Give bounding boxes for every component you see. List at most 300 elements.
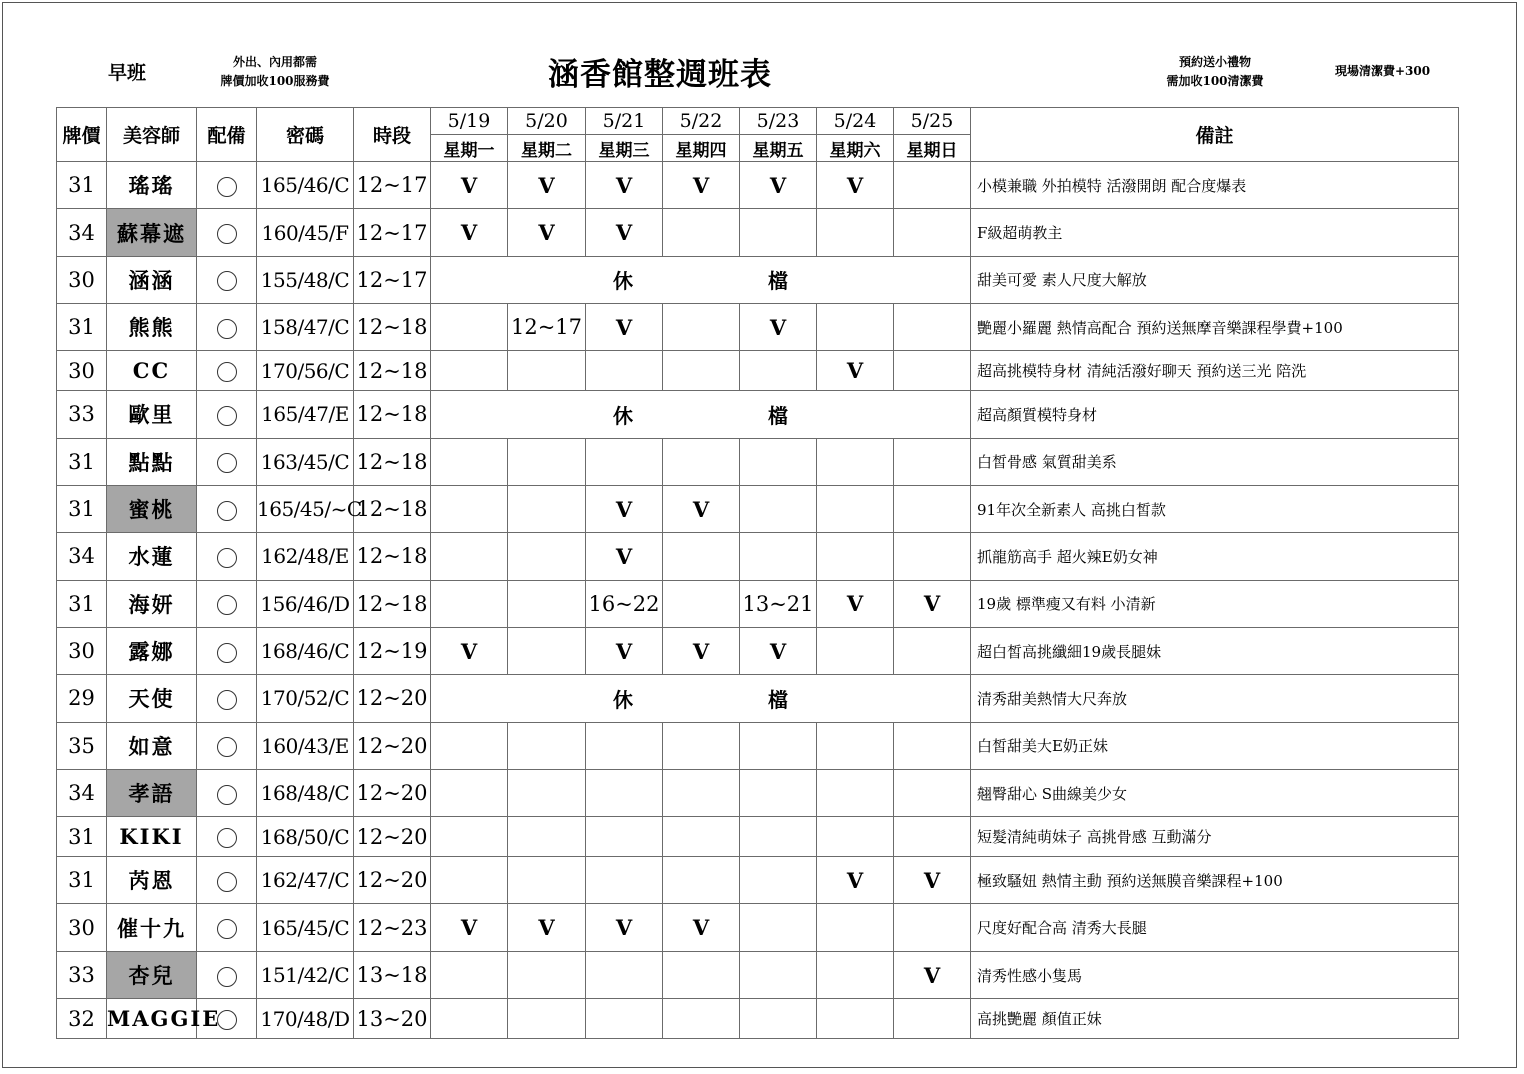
day-cell	[894, 770, 971, 817]
day-cell	[663, 351, 740, 391]
day-cell	[894, 351, 971, 391]
name-cell: 瑤瑤	[107, 162, 197, 209]
name-cell: 催十九	[107, 904, 197, 951]
remark-cell: 超高顏質模特身材	[971, 391, 1459, 438]
circle-icon	[217, 595, 237, 615]
day-cell: V	[431, 209, 508, 256]
equip-cell	[197, 256, 257, 303]
period-cell: 12~23	[354, 904, 431, 951]
equip-cell	[197, 817, 257, 857]
col-header-date: 5/21	[586, 108, 663, 135]
col-header-date: 5/24	[817, 108, 894, 135]
price-cell: 30	[57, 627, 107, 674]
day-cell: V	[894, 951, 971, 998]
password-cell: 151/42/C	[257, 951, 354, 998]
day-cell	[508, 999, 586, 1039]
day-cell	[431, 351, 508, 391]
day-cell	[817, 951, 894, 998]
name-cell: 點點	[107, 438, 197, 485]
service-fee-note	[205, 53, 345, 91]
name-cell: 孝語	[107, 770, 197, 817]
equip-cell	[197, 675, 257, 722]
equip-cell	[197, 391, 257, 438]
day-cell	[663, 533, 740, 580]
table-row	[57, 904, 1459, 951]
period-cell: 12~20	[354, 722, 431, 769]
day-cell	[508, 351, 586, 391]
day-cell	[586, 770, 663, 817]
day-cell	[431, 438, 508, 485]
day-cell	[508, 770, 586, 817]
day-cell: V	[817, 351, 894, 391]
rest-label: 休	[613, 403, 633, 428]
name-cell: 杏兒	[107, 951, 197, 998]
password-cell: 158/47/C	[257, 304, 354, 351]
price-cell: 31	[57, 438, 107, 485]
remark-cell: 白皙骨感 氣質甜美系	[971, 438, 1459, 485]
day-cell	[740, 857, 817, 904]
day-cell	[586, 817, 663, 857]
circle-icon	[217, 872, 237, 892]
day-cell	[894, 627, 971, 674]
schedule-body	[57, 162, 1459, 1039]
remark-cell: 清秀性感小隻馬	[971, 951, 1459, 998]
price-cell: 33	[57, 951, 107, 998]
day-cell: V	[586, 533, 663, 580]
day-cell	[740, 817, 817, 857]
day-cell	[508, 438, 586, 485]
password-cell: 170/56/C	[257, 351, 354, 391]
remark-cell: F級超萌教主	[971, 209, 1459, 256]
price-cell: 30	[57, 351, 107, 391]
password-cell: 162/48/E	[257, 533, 354, 580]
period-cell: 12~20	[354, 675, 431, 722]
day-cell	[431, 857, 508, 904]
gift-note-line1: 預約送小禮物	[1178, 55, 1251, 69]
circle-icon	[217, 224, 237, 244]
table-row	[57, 256, 1459, 303]
price-cell: 31	[57, 304, 107, 351]
day-cell	[740, 999, 817, 1039]
table-row	[57, 951, 1459, 998]
rest-cell	[431, 675, 971, 722]
day-cell: V	[508, 209, 586, 256]
circle-icon	[217, 785, 237, 805]
day-cell	[663, 817, 740, 857]
table-row	[57, 209, 1459, 256]
remark-cell: 小模兼職 外拍模特 活潑開朗 配合度爆表	[971, 162, 1459, 209]
rest-label: 休	[613, 687, 633, 712]
day-cell	[817, 722, 894, 769]
col-header-weekday: 星期日	[894, 135, 971, 162]
col-header-date: 5/20	[508, 108, 586, 135]
day-cell: V	[663, 485, 740, 532]
page-title: 涵香館整週班表	[548, 57, 772, 93]
table-row	[57, 770, 1459, 817]
password-cell: 165/47/E	[257, 391, 354, 438]
circle-icon	[217, 271, 237, 291]
col-header-date: 5/23	[740, 108, 817, 135]
day-cell: V	[431, 162, 508, 209]
remark-cell: 短髮清純萌妹子 高挑骨感 互動滿分	[971, 817, 1459, 857]
price-cell: 30	[57, 904, 107, 951]
circle-icon	[217, 690, 237, 710]
col-header-price: 牌價	[57, 108, 107, 162]
table-row	[57, 580, 1459, 627]
circle-icon	[217, 643, 237, 663]
remark-cell: 翹臀甜心 S曲線美少女	[971, 770, 1459, 817]
circle-icon	[217, 362, 237, 382]
day-cell	[663, 770, 740, 817]
table-row	[57, 304, 1459, 351]
price-cell: 31	[57, 162, 107, 209]
name-cell: 蘇幕遮	[107, 209, 197, 256]
equip-cell	[197, 304, 257, 351]
service-fee-note-line1: 外出、內用都需	[232, 55, 317, 69]
day-cell	[817, 627, 894, 674]
day-cell	[508, 580, 586, 627]
name-cell: 水蓮	[107, 533, 197, 580]
day-cell	[894, 817, 971, 857]
day-cell	[586, 951, 663, 998]
cleaning-fee-note: 現場清潔費+300	[1335, 64, 1431, 78]
day-cell	[508, 817, 586, 857]
price-cell: 30	[57, 256, 107, 303]
day-cell	[586, 438, 663, 485]
day-cell: V	[586, 162, 663, 209]
password-cell: 170/52/C	[257, 675, 354, 722]
price-cell: 31	[57, 857, 107, 904]
price-cell: 31	[57, 580, 107, 627]
day-cell	[817, 209, 894, 256]
table-row	[57, 722, 1459, 769]
col-header-weekday: 星期三	[586, 135, 663, 162]
day-cell	[817, 999, 894, 1039]
col-header-date: 5/25	[894, 108, 971, 135]
day-cell: V	[663, 162, 740, 209]
day-cell: V	[817, 857, 894, 904]
day-cell	[740, 485, 817, 532]
col-header-weekday: 星期五	[740, 135, 817, 162]
circle-icon	[217, 177, 237, 197]
day-cell	[894, 209, 971, 256]
password-cell: 168/50/C	[257, 817, 354, 857]
day-cell	[894, 485, 971, 532]
circle-icon	[217, 737, 237, 757]
day-cell: V	[431, 627, 508, 674]
table-row	[57, 627, 1459, 674]
password-cell: 168/48/C	[257, 770, 354, 817]
day-cell	[431, 722, 508, 769]
period-cell: 12~20	[354, 857, 431, 904]
price-cell: 32	[57, 999, 107, 1039]
password-cell: 163/45/C	[257, 438, 354, 485]
period-cell: 12~18	[354, 438, 431, 485]
day-cell: V	[586, 304, 663, 351]
day-cell: V	[740, 162, 817, 209]
day-cell	[431, 770, 508, 817]
circle-icon	[217, 919, 237, 939]
day-cell	[817, 770, 894, 817]
password-cell: 156/46/D	[257, 580, 354, 627]
gift-note	[1140, 53, 1290, 91]
rest-label: 休	[613, 269, 633, 294]
period-cell: 12~17	[354, 209, 431, 256]
remark-cell: 白皙甜美大E奶正妹	[971, 722, 1459, 769]
service-fee-note-line2: 牌價加收100服務費	[220, 74, 330, 88]
name-cell: 熊熊	[107, 304, 197, 351]
table-row	[57, 533, 1459, 580]
equip-cell	[197, 627, 257, 674]
day-cell	[894, 162, 971, 209]
period-cell: 13~18	[354, 951, 431, 998]
col-header-weekday: 星期六	[817, 135, 894, 162]
day-cell	[740, 722, 817, 769]
day-cell	[663, 209, 740, 256]
remark-cell: 艷麗小羅麗 熱情高配合 預約送無摩音樂課程學費+100	[971, 304, 1459, 351]
day-cell: 12~17	[508, 304, 586, 351]
remark-cell: 極致騷妞 熱情主動 預約送無膜音樂課程+100	[971, 857, 1459, 904]
password-cell: 160/43/E	[257, 722, 354, 769]
period-cell: 12~17	[354, 162, 431, 209]
circle-icon	[217, 967, 237, 987]
equip-cell	[197, 951, 257, 998]
period-cell: 12~18	[354, 391, 431, 438]
equip-cell	[197, 485, 257, 532]
price-cell: 34	[57, 209, 107, 256]
day-cell: V	[586, 209, 663, 256]
day-cell	[894, 304, 971, 351]
price-cell: 33	[57, 391, 107, 438]
col-header-weekday: 星期四	[663, 135, 740, 162]
day-cell	[817, 304, 894, 351]
circle-icon	[217, 548, 237, 568]
day-cell	[663, 857, 740, 904]
day-cell	[508, 951, 586, 998]
circle-icon	[217, 501, 237, 521]
table-row	[57, 351, 1459, 391]
schedule-table	[56, 107, 1459, 1039]
day-cell	[740, 951, 817, 998]
day-cell	[586, 999, 663, 1039]
day-cell	[663, 438, 740, 485]
name-cell: 海妍	[107, 580, 197, 627]
period-cell: 12~19	[354, 627, 431, 674]
circle-icon	[217, 828, 237, 848]
day-cell	[817, 438, 894, 485]
remark-cell: 清秀甜美熱情大尺奔放	[971, 675, 1459, 722]
table-row	[57, 391, 1459, 438]
col-header-name: 美容師	[107, 108, 197, 162]
name-cell: 天使	[107, 675, 197, 722]
day-cell	[894, 438, 971, 485]
day-cell: 16~22	[586, 580, 663, 627]
equip-cell	[197, 722, 257, 769]
table-row	[57, 999, 1459, 1039]
col-header-password: 密碼	[257, 108, 354, 162]
day-cell	[894, 904, 971, 951]
day-cell	[663, 722, 740, 769]
day-cell	[431, 304, 508, 351]
rest-cell	[431, 256, 971, 303]
name-cell: 如意	[107, 722, 197, 769]
day-cell	[817, 817, 894, 857]
password-cell: 165/46/C	[257, 162, 354, 209]
table-row	[57, 485, 1459, 532]
table-row	[57, 857, 1459, 904]
gift-note-line2: 需加收100清潔費	[1166, 74, 1264, 88]
password-cell: 155/48/C	[257, 256, 354, 303]
day-cell	[431, 999, 508, 1039]
rest-label: 檔	[768, 687, 788, 712]
circle-icon	[217, 453, 237, 473]
day-cell	[740, 533, 817, 580]
price-cell: 34	[57, 770, 107, 817]
circle-icon	[217, 406, 237, 426]
header-row-dates	[57, 108, 1459, 135]
password-cell: 160/45/F	[257, 209, 354, 256]
day-cell	[431, 533, 508, 580]
col-header-date: 5/19	[431, 108, 508, 135]
name-cell: 涵涵	[107, 256, 197, 303]
day-cell	[740, 438, 817, 485]
day-cell: V	[586, 904, 663, 951]
remark-cell: 高挑艷麗 顏值正妹	[971, 999, 1459, 1039]
day-cell	[894, 533, 971, 580]
remark-cell: 尺度好配合高 清秀大長腿	[971, 904, 1459, 951]
price-cell: 31	[57, 485, 107, 532]
day-cell: V	[740, 627, 817, 674]
day-cell: 13~21	[740, 580, 817, 627]
day-cell	[431, 817, 508, 857]
day-cell	[508, 627, 586, 674]
day-cell: V	[894, 857, 971, 904]
col-header-remarks: 備註	[971, 108, 1459, 162]
period-cell: 12~18	[354, 580, 431, 627]
col-header-period: 時段	[354, 108, 431, 162]
remark-cell: 91年次全新素人 高挑白皙款	[971, 485, 1459, 532]
day-cell: V	[740, 304, 817, 351]
equip-cell	[197, 438, 257, 485]
period-cell: 13~20	[354, 999, 431, 1039]
table-row	[57, 817, 1459, 857]
remark-cell: 超高挑模特身材 清純活潑好聊天 預約送三光 陪洗	[971, 351, 1459, 391]
equip-cell	[197, 770, 257, 817]
day-cell	[431, 580, 508, 627]
day-cell: V	[586, 485, 663, 532]
equip-cell	[197, 533, 257, 580]
remark-cell: 19歲 標準瘦又有料 小清新	[971, 580, 1459, 627]
name-cell: MAGGIE	[107, 999, 197, 1039]
period-cell: 12~17	[354, 256, 431, 303]
period-cell: 12~18	[354, 485, 431, 532]
period-cell: 12~18	[354, 533, 431, 580]
password-cell: 165/45/C	[257, 904, 354, 951]
day-cell: V	[663, 627, 740, 674]
day-cell	[586, 857, 663, 904]
period-cell: 12~18	[354, 351, 431, 391]
equip-cell	[197, 209, 257, 256]
day-cell	[508, 485, 586, 532]
day-cell	[508, 857, 586, 904]
rest-label: 檔	[768, 403, 788, 428]
equip-cell	[197, 351, 257, 391]
day-cell: V	[817, 580, 894, 627]
day-cell	[508, 533, 586, 580]
name-cell: CC	[107, 351, 197, 391]
day-cell: V	[894, 580, 971, 627]
day-cell	[431, 485, 508, 532]
remark-cell: 抓龍筋高手 超火辣E奶女神	[971, 533, 1459, 580]
day-cell	[431, 951, 508, 998]
remark-cell: 超白皙高挑纖細19歲長腿妹	[971, 627, 1459, 674]
day-cell	[663, 580, 740, 627]
equip-cell	[197, 857, 257, 904]
col-header-weekday: 星期一	[431, 135, 508, 162]
day-cell	[663, 304, 740, 351]
day-cell: V	[431, 904, 508, 951]
name-cell: 歐里	[107, 391, 197, 438]
period-cell: 12~20	[354, 770, 431, 817]
password-cell: 170/48/D	[257, 999, 354, 1039]
equip-cell	[197, 162, 257, 209]
password-cell: 165/45/~C	[257, 485, 354, 532]
name-cell: 蜜桃	[107, 485, 197, 532]
shift-label: 早班	[108, 62, 147, 84]
table-row	[57, 675, 1459, 722]
day-cell: V	[508, 904, 586, 951]
day-cell: V	[817, 162, 894, 209]
day-cell	[586, 351, 663, 391]
day-cell	[817, 533, 894, 580]
price-cell: 31	[57, 817, 107, 857]
day-cell	[740, 770, 817, 817]
day-cell	[817, 904, 894, 951]
day-cell	[508, 722, 586, 769]
table-row	[57, 162, 1459, 209]
col-header-weekday: 星期二	[508, 135, 586, 162]
day-cell	[740, 209, 817, 256]
circle-icon	[217, 1010, 237, 1030]
day-cell	[894, 722, 971, 769]
price-cell: 29	[57, 675, 107, 722]
name-cell: KIKI	[107, 817, 197, 857]
period-cell: 12~18	[354, 304, 431, 351]
equip-cell	[197, 580, 257, 627]
col-header-date: 5/22	[663, 108, 740, 135]
period-cell: 12~20	[354, 817, 431, 857]
day-cell	[663, 999, 740, 1039]
price-cell: 35	[57, 722, 107, 769]
password-cell: 162/47/C	[257, 857, 354, 904]
rest-label: 檔	[768, 269, 788, 294]
rest-cell	[431, 391, 971, 438]
name-cell: 露娜	[107, 627, 197, 674]
col-header-equip: 配備	[197, 108, 257, 162]
circle-icon	[217, 319, 237, 339]
price-cell: 34	[57, 533, 107, 580]
password-cell: 168/46/C	[257, 627, 354, 674]
remark-cell: 甜美可愛 素人尺度大解放	[971, 256, 1459, 303]
day-cell	[586, 722, 663, 769]
day-cell: V	[508, 162, 586, 209]
name-cell: 芮恩	[107, 857, 197, 904]
equip-cell	[197, 904, 257, 951]
day-cell	[894, 999, 971, 1039]
day-cell: V	[586, 627, 663, 674]
day-cell	[740, 351, 817, 391]
day-cell: V	[663, 904, 740, 951]
